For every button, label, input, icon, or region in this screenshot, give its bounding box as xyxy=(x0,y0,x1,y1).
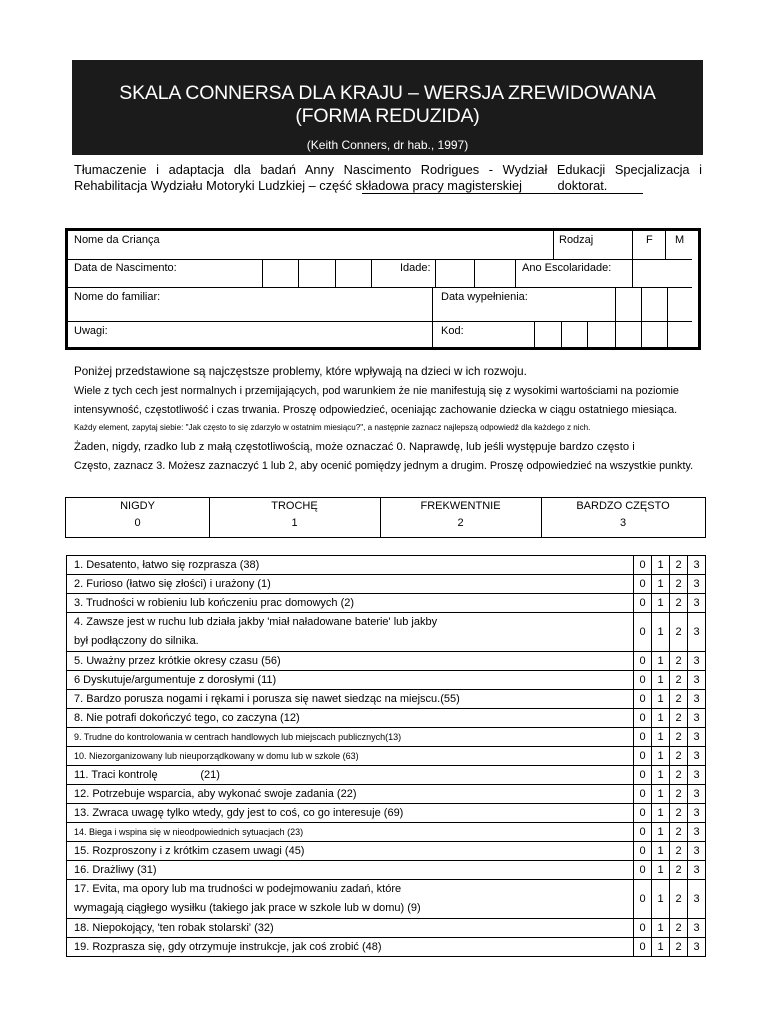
info-col-divider xyxy=(298,259,299,287)
instructions-line: Poniżej przedstawione są najczęstsze problemy, które wpływają na dzieci w ich rozwoju. xyxy=(74,365,527,378)
scale-value-very-often: 3 xyxy=(619,517,627,529)
score-option-0[interactable]: 0 xyxy=(634,575,652,594)
item-text xyxy=(67,652,634,671)
score-option-3[interactable]: 3 xyxy=(688,823,706,842)
score-option-0[interactable]: 0 xyxy=(634,919,652,938)
item-text-line: 12. Potrzebuje wsparcia, aby wykonać swoje zadania (22) xyxy=(74,788,357,800)
score-option-3[interactable]: 3 xyxy=(688,690,706,709)
info-col-divider xyxy=(534,321,535,347)
gender-female-option[interactable]: F xyxy=(646,234,653,246)
info-col-divider xyxy=(262,259,263,287)
score-option-1[interactable]: 1 xyxy=(652,575,670,594)
info-col-divider xyxy=(641,321,642,347)
item-text xyxy=(67,823,634,842)
item-text-line: był podłączony do silnika. xyxy=(74,635,199,647)
score-option-3[interactable]: 3 xyxy=(688,613,706,652)
score-option-0[interactable]: 0 xyxy=(634,613,652,652)
score-option-1[interactable]: 1 xyxy=(652,671,670,690)
scale-value-little: 1 xyxy=(291,517,298,529)
info-col-divider xyxy=(632,259,633,287)
scale-value-never: 0 xyxy=(134,517,141,529)
instructions-line: intensywność, częstotliwość i czas trwania. Proszę odpowiedzieć, oceniając zachowanie dziecka w ciągu ostatniego miesiąca. xyxy=(74,404,678,416)
score-option-2[interactable]: 2 xyxy=(670,804,688,823)
item-text-line: 16. Drażliwy (31) xyxy=(74,864,157,876)
score-option-2[interactable]: 2 xyxy=(670,690,688,709)
item-text-line: 5. Uważny przez krótkie okresy czasu (56) xyxy=(74,655,281,667)
score-option-3[interactable]: 3 xyxy=(688,671,706,690)
item-row xyxy=(67,690,706,709)
score-option-3[interactable]: 3 xyxy=(688,919,706,938)
fill-date-label: Data wypełnienia: xyxy=(441,291,528,303)
item-text-line: 17. Evita, ma opory lub ma trudności w podejmowaniu zadań, które xyxy=(74,883,402,895)
instructions-line: Żaden, nigdy, rzadko lub z małą częstotliwością, może oznaczać 0. Naprawdę, lub jeśli występuje bardzo często i xyxy=(74,441,635,453)
item-row xyxy=(67,594,706,613)
item-text-line: 7. Bardzo porusza nogami i rękami i porusza się nawet siedząc na miejscu.(55) xyxy=(74,693,460,705)
child-info-box xyxy=(65,228,701,350)
info-col-divider xyxy=(641,287,642,321)
item-text xyxy=(67,785,634,804)
item-text-line: 10. Niezorganizowany lub nieuporządkowany w domu lub w szkole (63) xyxy=(74,751,359,761)
score-option-3[interactable]: 3 xyxy=(688,728,706,747)
score-option-2[interactable]: 2 xyxy=(670,919,688,938)
score-option-2[interactable]: 2 xyxy=(670,842,688,861)
form-title xyxy=(72,82,703,128)
score-option-2[interactable]: 2 xyxy=(670,880,688,919)
item-text-line: 11. Traci kontrolę (21) xyxy=(74,769,220,781)
item-text-line: wymagają ciągłego wysiłku (takiego jak prace w szkole lub w domu) (9) xyxy=(74,902,421,914)
info-col-divider xyxy=(561,321,562,347)
score-option-1[interactable]: 1 xyxy=(652,804,670,823)
item-text-line: 15. Rozproszony i z krótkim czasem uwagi (45) xyxy=(74,845,305,857)
item-row xyxy=(67,652,706,671)
score-option-3[interactable]: 3 xyxy=(688,880,706,919)
info-row-divider xyxy=(68,321,692,322)
score-option-2[interactable]: 2 xyxy=(670,938,688,957)
score-option-1[interactable]: 1 xyxy=(652,766,670,785)
translation-note-underlined: kładowa pracy magisterskiej doktorat. xyxy=(361,177,643,193)
item-text-line: 4. Zawsze jest w ruchu lub działa jakby 'miał naładowane baterie' lub jakby xyxy=(74,616,438,628)
item-text-line: 1. Desatento, łatwo się rozprasza (38) xyxy=(74,559,260,571)
scale-label-frequently: FREKWENTNIE xyxy=(420,500,501,512)
score-option-2[interactable]: 2 xyxy=(670,728,688,747)
score-option-0[interactable]: 0 xyxy=(634,690,652,709)
item-text-line: 18. Niepokojący, 'ten robak stolarski' (32) xyxy=(74,922,274,934)
item-text-line: 3. Trudności w robieniu lub kończeniu prac domowych (2) xyxy=(74,597,355,609)
title-banner xyxy=(72,60,703,155)
scale-label-little: TROCHĘ xyxy=(271,500,318,512)
score-option-3[interactable]: 3 xyxy=(688,938,706,957)
score-option-0[interactable]: 0 xyxy=(634,709,652,728)
instructions-line: Często, zaznacz 3. Możesz zaznaczyć 1 lub 2, aby ocenić pomiędzy jednym a drugim. Proszę odpowiedzieć na wszystkie punkty. xyxy=(74,460,694,472)
score-option-1[interactable]: 1 xyxy=(652,880,670,919)
score-option-3[interactable]: 3 xyxy=(688,804,706,823)
item-text-line: 2. Furioso (łatwo się złości) i urażony (1) xyxy=(74,578,271,590)
score-option-0[interactable]: 0 xyxy=(634,842,652,861)
info-row-divider xyxy=(68,259,692,260)
item-text-line: 13. Zwraca uwagę tylko wtedy, gdy jest to coś, co go interesuje (69) xyxy=(74,807,404,819)
item-row xyxy=(67,842,706,861)
score-option-2[interactable]: 2 xyxy=(670,613,688,652)
score-option-0[interactable]: 0 xyxy=(634,594,652,613)
info-col-divider xyxy=(615,321,616,347)
item-text xyxy=(67,880,634,919)
age-label: Idade: xyxy=(400,262,431,274)
item-row xyxy=(67,861,706,880)
scale-value-frequently: 2 xyxy=(457,517,464,529)
scale-label-very-often: BARDZO CZĘSTO xyxy=(576,500,670,512)
info-col-divider xyxy=(474,259,475,287)
info-col-divider xyxy=(615,287,616,321)
item-text-line: 9. Trudne do kontrolowania w centrach handlowych lub miejscach publicznych(13) xyxy=(74,732,402,742)
score-option-1[interactable]: 1 xyxy=(652,728,670,747)
score-option-0[interactable]: 0 xyxy=(634,861,652,880)
score-option-1[interactable]: 1 xyxy=(652,842,670,861)
score-option-2[interactable]: 2 xyxy=(670,575,688,594)
item-row xyxy=(67,766,706,785)
item-text xyxy=(67,747,634,766)
instructions-line: Wiele z tych cech jest normalnych i przemijających, pod warunkiem że nie manifestują się z wysokimi wartościami na poziomie xyxy=(74,385,679,397)
item-text xyxy=(67,766,634,785)
score-option-0[interactable]: 0 xyxy=(634,880,652,919)
item-row xyxy=(67,823,706,842)
items-table xyxy=(66,555,706,957)
info-col-divider xyxy=(665,231,666,259)
score-option-0[interactable]: 0 xyxy=(634,785,652,804)
response-scale-legend xyxy=(65,497,706,538)
info-col-divider xyxy=(587,321,588,347)
item-text xyxy=(67,709,634,728)
score-option-2[interactable]: 2 xyxy=(670,861,688,880)
item-text xyxy=(67,842,634,861)
info-col-divider xyxy=(515,259,516,287)
score-option-1[interactable]: 1 xyxy=(652,613,670,652)
score-option-0[interactable]: 0 xyxy=(634,556,652,575)
item-text-line: 8. Nie potrafi dokończyć tego, co zaczyna (12) xyxy=(74,712,300,724)
gender-male-option[interactable]: M xyxy=(675,234,685,246)
item-row xyxy=(67,938,706,957)
score-option-3[interactable]: 3 xyxy=(688,842,706,861)
item-row xyxy=(67,747,706,766)
item-row xyxy=(67,556,706,575)
score-option-2[interactable]: 2 xyxy=(670,747,688,766)
score-option-0[interactable]: 0 xyxy=(634,652,652,671)
info-row-divider xyxy=(68,287,692,288)
info-col-divider xyxy=(335,259,336,287)
item-text xyxy=(67,613,634,652)
score-option-3[interactable]: 3 xyxy=(688,766,706,785)
item-text xyxy=(67,861,634,880)
info-col-divider xyxy=(371,259,372,287)
score-option-3[interactable]: 3 xyxy=(688,556,706,575)
form-title-line-1: SKALA CONNERSA DLA KRAJU – WERSJA ZREWIDOWANA xyxy=(119,82,656,104)
score-option-3[interactable]: 3 xyxy=(688,747,706,766)
score-option-1[interactable]: 1 xyxy=(652,690,670,709)
score-option-1[interactable]: 1 xyxy=(652,652,670,671)
score-option-2[interactable]: 2 xyxy=(670,652,688,671)
code-label: Kod: xyxy=(441,325,464,337)
score-option-0[interactable]: 0 xyxy=(634,823,652,842)
info-col-divider xyxy=(632,231,633,259)
score-option-3[interactable]: 3 xyxy=(688,785,706,804)
score-option-1[interactable]: 1 xyxy=(652,823,670,842)
item-text xyxy=(67,919,634,938)
translation-note xyxy=(74,162,702,193)
score-option-2[interactable]: 2 xyxy=(670,709,688,728)
item-text xyxy=(67,556,634,575)
item-text-line: 6 Dyskutuje/argumentuje z dorosłymi (11) xyxy=(74,674,277,686)
child-name-label: Nome da Criança xyxy=(74,234,160,246)
school-year-label: Ano Escolaridade: xyxy=(522,262,612,274)
item-text xyxy=(67,804,634,823)
score-option-0[interactable]: 0 xyxy=(634,747,652,766)
item-row xyxy=(67,919,706,938)
item-text-line: 14. Biega i wspina się w nieodpowiednich sytuacjach (23) xyxy=(74,827,304,837)
score-option-0[interactable]: 0 xyxy=(634,766,652,785)
score-option-0[interactable]: 0 xyxy=(634,671,652,690)
info-col-divider xyxy=(553,231,554,259)
item-row xyxy=(67,575,706,594)
score-option-0[interactable]: 0 xyxy=(634,804,652,823)
score-option-3[interactable]: 3 xyxy=(688,575,706,594)
info-col-divider xyxy=(435,259,436,287)
score-option-2[interactable]: 2 xyxy=(670,556,688,575)
score-option-3[interactable]: 3 xyxy=(688,861,706,880)
item-text-line: 19. Rozprasza się, gdy otrzymuje instrukcje, jak coś zrobić (48) xyxy=(74,941,382,953)
score-option-0[interactable]: 0 xyxy=(634,938,652,957)
item-text xyxy=(67,728,634,747)
score-option-3[interactable]: 3 xyxy=(688,652,706,671)
score-option-1[interactable]: 1 xyxy=(652,919,670,938)
score-option-1[interactable]: 1 xyxy=(652,938,670,957)
item-text xyxy=(67,671,634,690)
info-col-divider xyxy=(432,287,433,347)
item-text xyxy=(67,690,634,709)
score-option-2[interactable]: 2 xyxy=(670,671,688,690)
score-option-3[interactable]: 3 xyxy=(688,594,706,613)
birth-date-label: Data de Nascimento: xyxy=(74,262,177,274)
score-option-2[interactable]: 2 xyxy=(670,823,688,842)
translation-note-text: Tłumaczenie i adaptacja dla badań Anny Nascimento Rodrigues - Wydział Edukacji Specjalizacja i Rehabilitacja Wydziału Motoryki Ludzkiej – część s xyxy=(74,162,702,193)
instructions-line: Każdy element, zapytaj siebie: "Jak często to się zdarzyło w ostatnim miesiącu?", a następnie zaznacz najlepszą odpowiedź dla każdego z nich. xyxy=(74,423,591,432)
score-option-2[interactable]: 2 xyxy=(670,594,688,613)
item-text xyxy=(67,575,634,594)
info-col-divider xyxy=(667,287,668,321)
form-subtitle: (Keith Conners, dr hab., 1997) xyxy=(306,138,469,152)
score-option-1[interactable]: 1 xyxy=(652,709,670,728)
score-option-1[interactable]: 1 xyxy=(652,747,670,766)
item-row xyxy=(67,880,706,919)
score-option-1[interactable]: 1 xyxy=(652,594,670,613)
item-row xyxy=(67,709,706,728)
score-option-0[interactable]: 0 xyxy=(634,728,652,747)
item-row xyxy=(67,804,706,823)
score-option-1[interactable]: 1 xyxy=(652,556,670,575)
item-row xyxy=(67,613,706,652)
gender-label: Rodzaj xyxy=(559,234,594,246)
score-option-2[interactable]: 2 xyxy=(670,766,688,785)
item-text xyxy=(67,594,634,613)
remarks-label: Uwagi: xyxy=(74,325,108,337)
family-name-label: Nome do familiar: xyxy=(74,291,161,303)
item-row xyxy=(67,728,706,747)
item-row xyxy=(67,671,706,690)
scale-label-never: NIGDY xyxy=(120,500,155,512)
info-col-divider xyxy=(667,321,668,347)
score-option-1[interactable]: 1 xyxy=(652,785,670,804)
score-option-3[interactable]: 3 xyxy=(688,709,706,728)
item-row xyxy=(67,785,706,804)
form-title-line-2: (FORMA REDUZIDA) xyxy=(295,105,480,127)
score-option-1[interactable]: 1 xyxy=(652,861,670,880)
item-text xyxy=(67,938,634,957)
score-option-2[interactable]: 2 xyxy=(670,785,688,804)
